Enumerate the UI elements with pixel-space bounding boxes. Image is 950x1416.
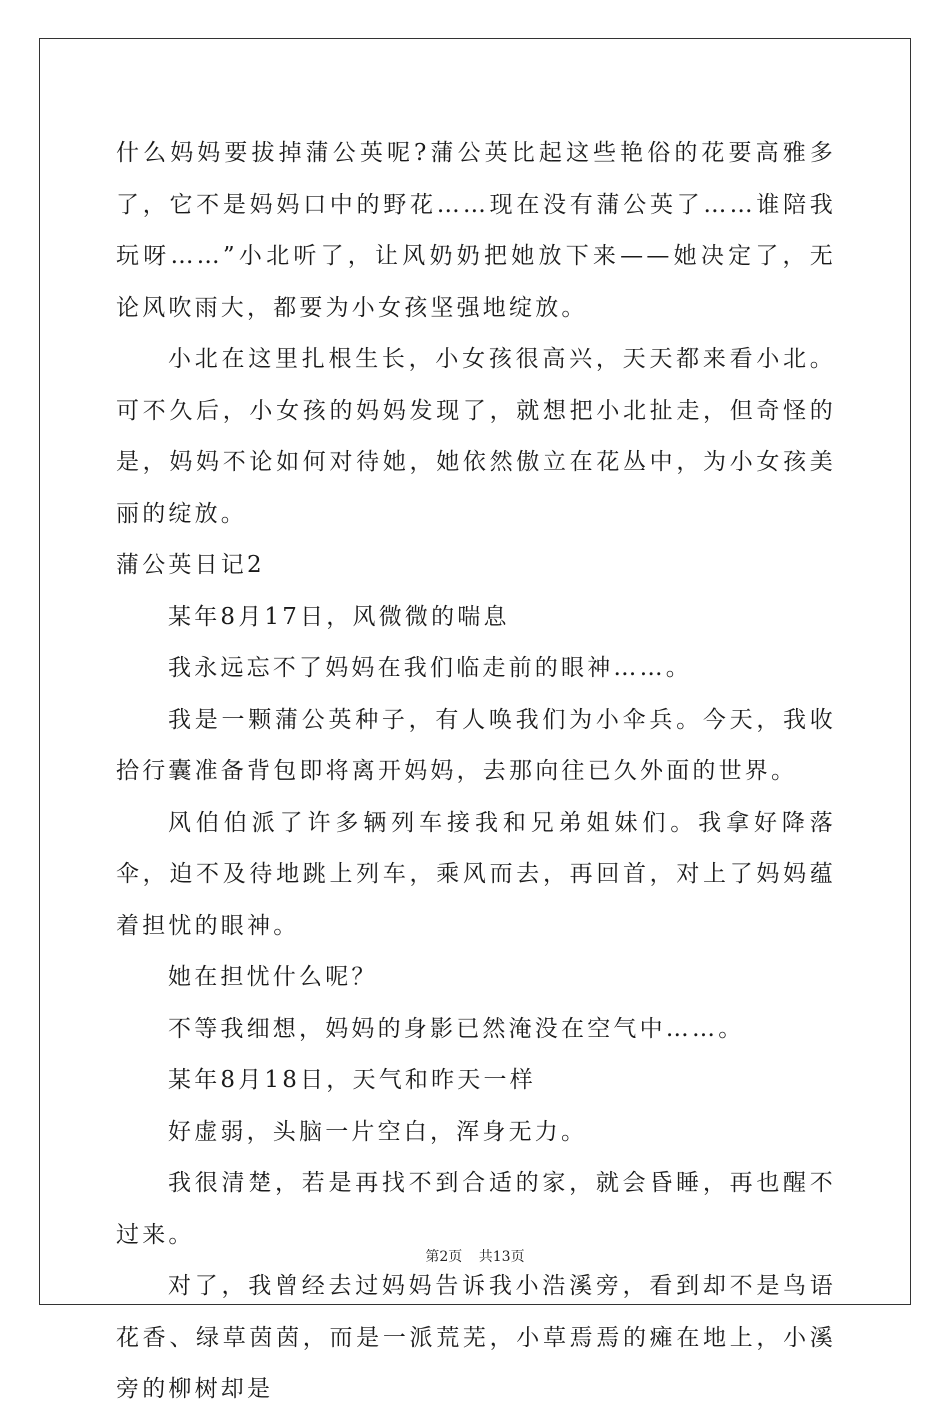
page-total: 共13页 — [478, 1249, 525, 1265]
paragraph: 我永远忘不了妈妈在我们临走前的眼神……。 — [168, 655, 692, 681]
paragraph: 她在担忧什么呢？ — [168, 964, 378, 990]
paragraph: 我是一颗蒲公英种子，有人唤我们为小伞兵。今天，我收拾行囊准备背包即将离开妈妈，去那向往已久外面的世界。 — [116, 706, 836, 784]
paragraph: 小北在这里扎根生长，小女孩很高兴，天天都来看小北。可不久后，小女孩的妈妈发现了，就想把小北扯走，但奇怪的是，妈妈不论如何对待她，她依然傲立在花丛中，为小女孩美丽的绽放。 — [116, 346, 836, 527]
paragraph: 风伯伯派了许多辆列车接我和兄弟姐妹们。我拿好降落伞，迫不及待地跳上列车，乘风而去，再回首，对上了妈妈蕴着担忧的眼神。 — [116, 809, 836, 939]
paragraph: 我很清楚，若是再找不到合适的家，就会昏睡，再也醒不过来。 — [116, 1170, 836, 1248]
document-body — [116, 128, 836, 1416]
section-heading: 蒲公英日记2 — [116, 552, 265, 578]
paragraph: 不等我细想，妈妈的身影已然淹没在空气中……。 — [168, 1015, 745, 1042]
diary-date-line: 某年8月17日，风微微的喘息 — [168, 603, 510, 630]
page-number: 第2页 — [425, 1249, 463, 1265]
paragraph: 对了，我曾经去过妈妈告诉我小浩溪旁，看到却不是鸟语花香、绿草茵茵，而是一派荒芜，小草焉焉的瘫在地上，小溪旁的柳树却是 — [116, 1273, 836, 1402]
paragraph: 好虚弱，头脑一片空白，浑身无力。 — [168, 1118, 588, 1145]
page-footer — [0, 1246, 950, 1266]
diary-date-line: 某年8月18日，天气和昨天一样 — [168, 1067, 536, 1093]
paragraph: 什么妈妈要拔掉蒲公英呢?蒲公英比起这些艳俗的花要高雅多了，它不是妈妈口中的野花……现在没有蒲公英了……谁陪我玩呀……”小北听了，让风奶奶把她放下来——她决定了，无论风吹雨大，都要为小女孩坚强地绽放。 — [116, 140, 836, 321]
